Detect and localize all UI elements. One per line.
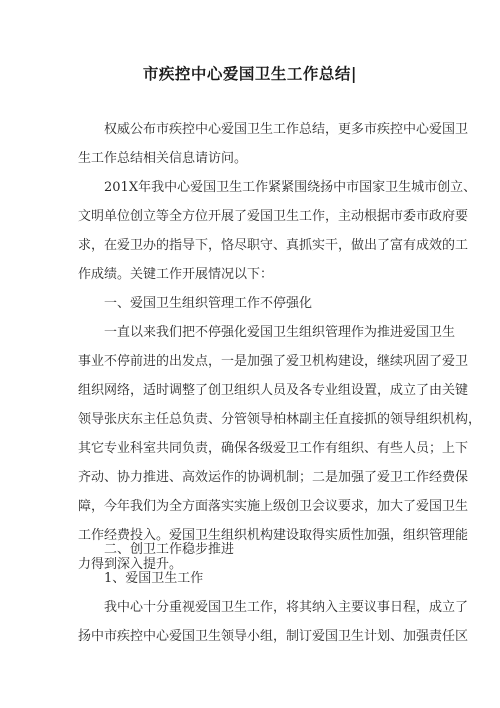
- text-line: 齐动、协力推进、高效运作的协调机制；二是加强了爱卫工作经费保: [78, 470, 469, 485]
- text-line: 文明单位创立等全方位开展了爱国卫生工作，主动根据市委市政府要: [78, 209, 469, 224]
- text-line: 一、爱国卫生组织管理工作不停强化: [104, 296, 313, 311]
- document-title: 市疾控中心爱国卫生工作总结|: [142, 64, 358, 83]
- text-line: 其它专业科室共同负责，确保各级爱卫工作有组织、有些人员；上下: [78, 441, 469, 456]
- text-line: 生工作总结相关信息请访问。: [78, 151, 248, 166]
- text-line: 权威公布市疾控中心爱国卫生工作总结，更多市疾控中心爱国卫: [104, 122, 469, 137]
- intro-paragraph: [78, 115, 469, 173]
- text-line: 1、爱国卫生工作: [104, 571, 204, 586]
- text-line: 201X年我中心爱国卫生工作紧紧围绕扬中市国家卫生城市创立、: [104, 180, 477, 195]
- text-line: 求，在爱卫办的指导下，恪尽职守、真抓实干，做出了富有成效的工: [78, 238, 469, 253]
- text-line: 我中心十分重视爱国卫生工作，将其纳入主要议事日程，成立了: [104, 600, 469, 615]
- paragraph-3: [78, 593, 469, 651]
- text-line: 二、创卫工作稳步推进: [104, 542, 235, 557]
- text-line: 工作经费投入。爱国卫生组织机构建设取得实质性加强，组织管理能: [78, 528, 469, 543]
- section-heading-1: [78, 289, 430, 318]
- text-line: 领导张庆东主任总负责、分管领导柏林副主任直接抓的领导组织机构，: [78, 412, 482, 427]
- text-line: 扬中市疾控中心爱国卫生领导小组，制订爱国卫生计划、加强责任区: [78, 629, 469, 644]
- text-line: 事业不停前进的出发点，一是加强了爱卫机构建设，继续巩固了爱卫: [78, 354, 469, 369]
- section-heading-2: [78, 535, 430, 564]
- text-line: 组织网络，适时调整了创卫组织人员及各专业组设置，成立了由关键: [78, 383, 469, 398]
- text-line: 作成绩。关键工作开展情况以下：: [78, 267, 274, 282]
- subsection-heading-1: [78, 564, 430, 593]
- text-line: 力得到深入提升。: [78, 557, 183, 572]
- text-line: 一直以来我们把不停强化爱国卫生组织管理作为推进爱国卫生: [104, 325, 456, 340]
- paragraph-1: [78, 173, 477, 289]
- text-line: 障，今年我们为全方面落实实施上级创卫会议要求，加大了爱国卫生: [78, 499, 469, 514]
